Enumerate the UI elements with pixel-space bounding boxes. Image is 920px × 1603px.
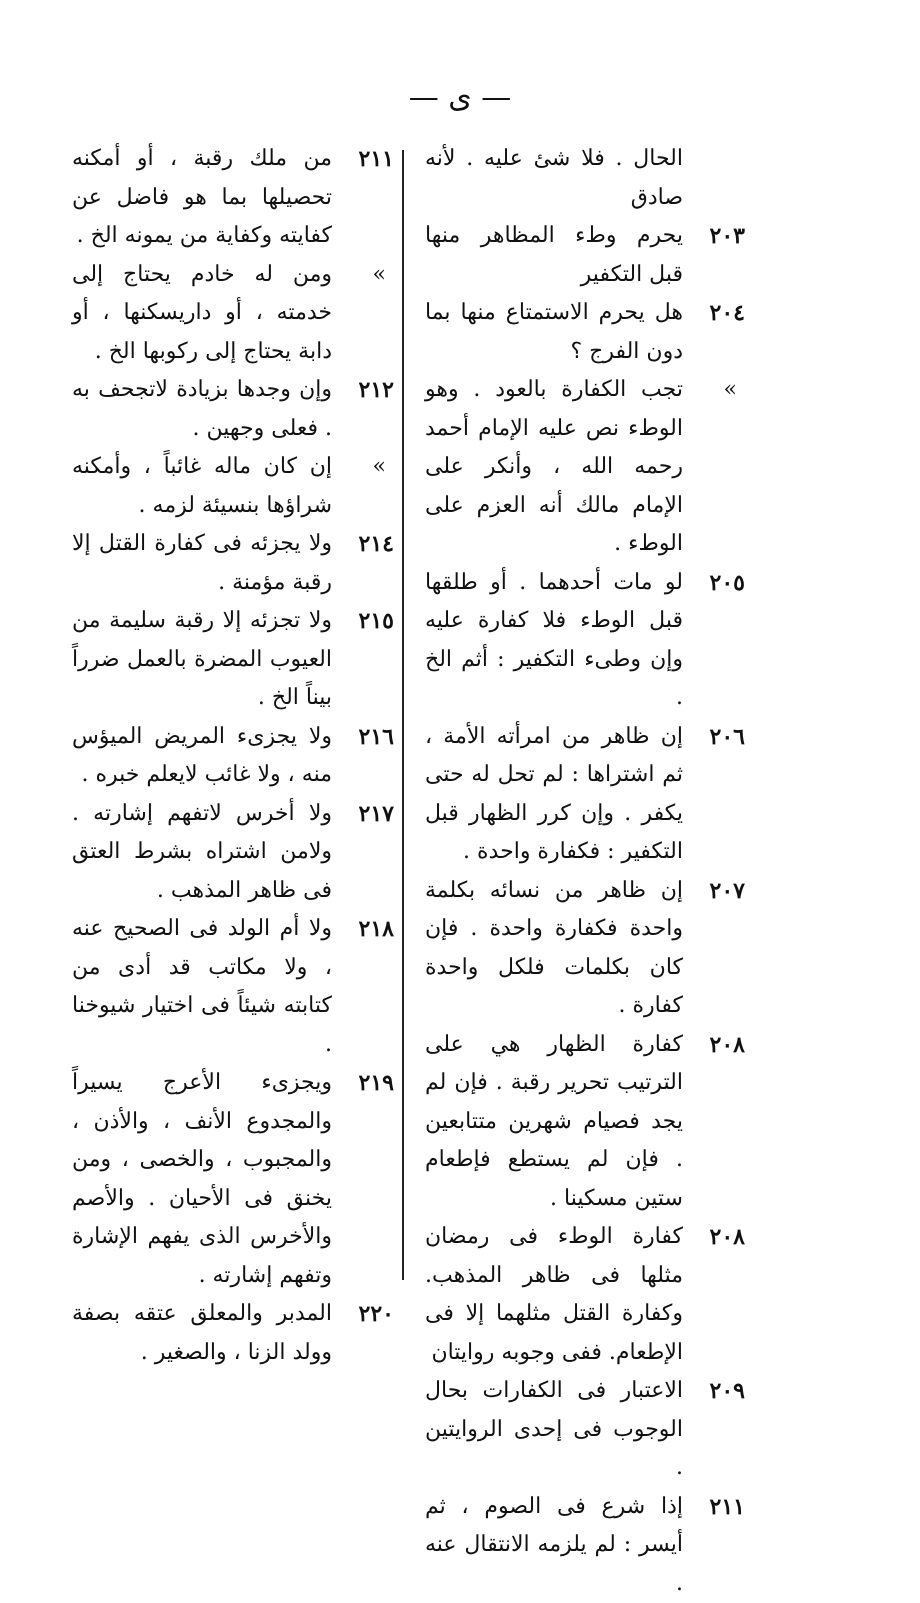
text-entry (72, 256, 394, 372)
entry-text: كفارة الوطء فى رمضان مثلها فى ظاهر المذهب. وكفارة القتل مثلهما إلا فى الإطعام. ففى وجوبه روايتان (425, 1218, 683, 1372)
text-entry (425, 294, 745, 371)
entry-text: ومن له خادم يحتاج إلى خدمته ، أو داريسكنها ، أو دابة يحتاج إلى ركوبها الخ . (72, 256, 332, 372)
text-entry (425, 1218, 745, 1372)
text-entry (425, 718, 745, 872)
left-column (72, 140, 394, 1372)
entry-text: إذا شرع فى الصوم ، ثم أيسر : لم يلزمه الانتقال عنه . (425, 1488, 683, 1603)
entry-number: ٢٠٤ (687, 294, 745, 333)
entry-number: ٢١٥ (336, 602, 394, 641)
text-entry (425, 872, 745, 1026)
entry-number: ٢٠٥ (687, 564, 745, 603)
entry-text: كفارة الظهار هي على الترتيب تحرير رقبة . فإن لم يجد فصيام شهرين متتابعين . فإن لم يستطع فإطعام ستين مسكينا . (425, 1026, 683, 1219)
entry-number: ٢٠٧ (687, 872, 745, 911)
entry-text: من ملك رقبة ، أو أمكنه تحصيلها بما هو فاضل عن كفايته وكفاية من يمونه الخ . (72, 140, 332, 256)
text-entry (72, 371, 394, 448)
entry-text: المدبر والمعلق عتقه بصفة وولد الزنا ، والصغير . (72, 1295, 332, 1372)
entry-text: ولا يجزىء المريض الميؤس منه ، ولا غائب لايعلم خبره . (72, 718, 332, 795)
text-entry (72, 140, 394, 256)
entry-text: يحرم وطء المظاهر منها قبل التكفير (425, 217, 683, 294)
text-entry (72, 910, 394, 1064)
text-entry (72, 1295, 394, 1372)
text-entry (72, 525, 394, 602)
entry-text: لو مات أحدهما . أو طلقها قبل الوطء فلا كفارة عليه وإن وطىء التكفير : أثم الخ . (425, 564, 683, 718)
entry-text: ولا تجزئه إلا رقبة سليمة من العيوب المضرة بالعمل ضرراً بيناً الخ . (72, 602, 332, 718)
text-entry (425, 371, 745, 564)
right-column (425, 140, 745, 1603)
entry-text: إن ظاهر من امرأته الأمة ، ثم اشتراها : لم تحل له حتى يكفر . وإن كرر الظهار قبل التكفير : فكفارة واحدة . (425, 718, 683, 872)
entry-text: هل يحرم الاستمتاع منها بما دون الفرج ؟ (425, 294, 683, 371)
entry-number: ٢١٢ (336, 371, 394, 410)
entry-number: ٢١٨ (336, 910, 394, 949)
text-entry (72, 1064, 394, 1295)
entry-text: الاعتبار فى الكفارات بحال الوجوب فى إحدى الروايتين . (425, 1372, 683, 1488)
text-entry (425, 1488, 745, 1603)
entry-number: ٢٢٠ (336, 1295, 394, 1334)
entry-number: ٢٠٣ (687, 217, 745, 256)
continuation-mark: » (346, 256, 386, 295)
entry-text: ويجزىء الأعرج يسيراً والمجدوع الأنف ، والأذن ، والمجبوب ، والخصى ، ومن يخنق فى الأحيان . والأصم والأخرس الذى يفهم الإشارة وتفهم إشارته . (72, 1064, 332, 1295)
text-entry (72, 602, 394, 718)
entry-number: ٢٠٨ (687, 1026, 745, 1065)
text-entry (72, 448, 394, 525)
entry-number: ٢١١ (687, 1488, 745, 1527)
text-entry (425, 564, 745, 718)
entry-text: ولا يجزئه فى كفارة القتل إلا رقبة مؤمنة . (72, 525, 332, 602)
text-entry (72, 718, 394, 795)
entry-number: ٢٠٨ (687, 1218, 745, 1257)
entry-text: إن ظاهر من نسائه بكلمة واحدة فكفارة واحدة . فإن كان بكلمات فلكل واحدة كفارة . (425, 872, 683, 1026)
page-number-header: — ى — (0, 78, 920, 118)
entry-text: إن كان ماله غائباً ، وأمكنه شراؤها بنسيئة لزمه . (72, 448, 332, 525)
entry-text: ولا أخرس لاتفهم إشارته . ولامن اشتراه بشرط العتق فى ظاهر المذهب . (72, 795, 332, 911)
continuation-mark: » (346, 448, 386, 487)
entry-text: ولا أم الولد فى الصحيح عنه ، ولا مكاتب قد أدى من كتابته شيئاً فى اختيار شيوخنا . (72, 910, 332, 1064)
text-entry (425, 140, 745, 217)
entry-text: الحال . فلا شئ عليه . لأنه صادق (425, 140, 683, 217)
column-divider (402, 150, 404, 1280)
entry-text: وإن وجدها بزيادة لاتجحف به . فعلى وجهين . (72, 371, 332, 448)
text-entry (425, 1372, 745, 1488)
entry-number: ٢١٤ (336, 525, 394, 564)
entry-text: تجب الكفارة بالعود . وهو الوطء نص عليه الإمام أحمد رحمه الله ، وأنكر على الإمام مالك أنه العزم على الوطء . (425, 371, 683, 564)
continuation-mark: » (697, 371, 737, 410)
text-entry (425, 217, 745, 294)
entry-number: ٢٠٦ (687, 718, 745, 757)
entry-number: ٢١٩ (336, 1064, 394, 1103)
entry-number: ٢١٦ (336, 718, 394, 757)
entry-number: ٢١١ (336, 140, 394, 179)
text-entry (72, 795, 394, 911)
entry-number: ٢١٧ (336, 795, 394, 834)
text-entry (425, 1026, 745, 1219)
entry-number: ٢٠٩ (687, 1372, 745, 1411)
